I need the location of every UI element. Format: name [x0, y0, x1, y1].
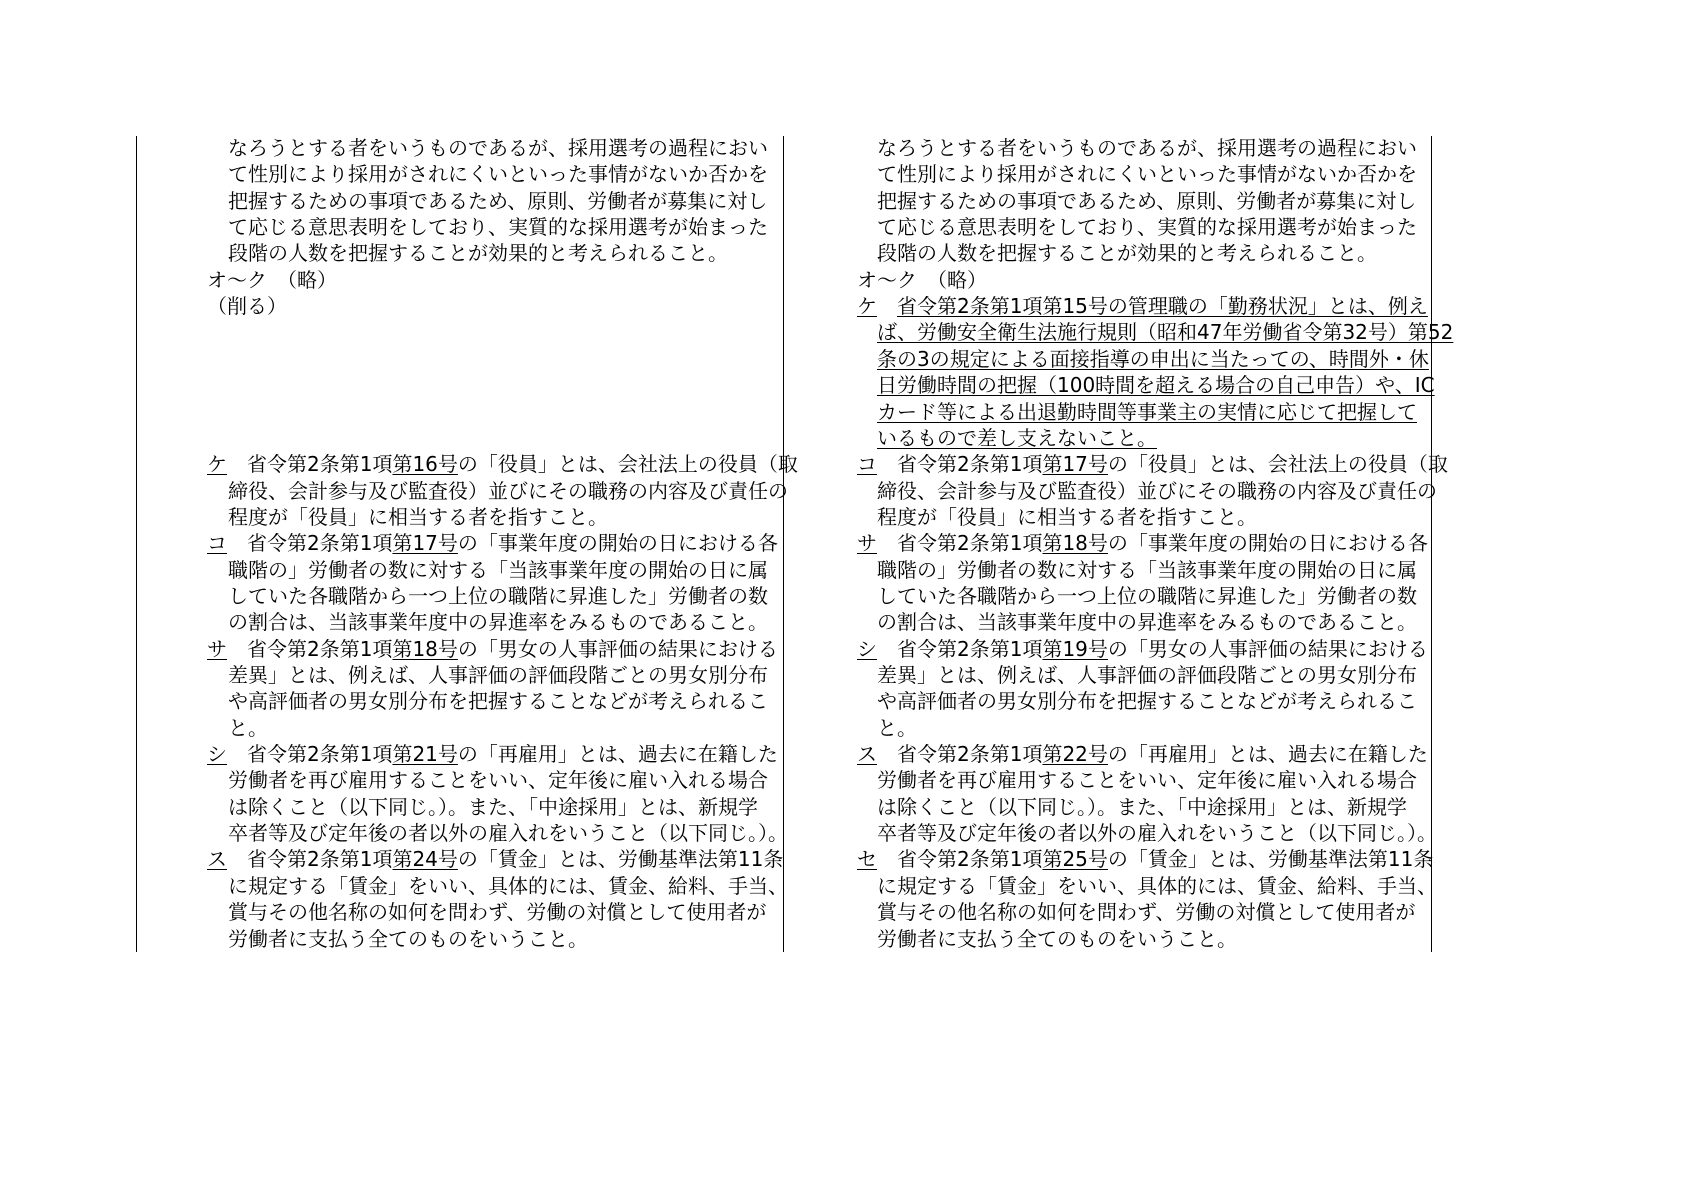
text-line — [877, 161, 1417, 187]
text-segment: 差異」とは、例えば、人事評価の評価段階ごとの男女別分布 — [877, 663, 1417, 687]
underlined-change-text: 第17号 — [392, 531, 458, 556]
text-line — [877, 240, 1377, 266]
text-segment: （削る） — [207, 294, 287, 319]
text-segment: の「役員」とは、会社法上の役員（取 — [457, 452, 798, 477]
text-segment: なろうとする者をいうものであるが、採用選考の過程におい — [877, 136, 1417, 160]
text-segment: て応じる意思表明をしており、実質的な採用選考が始まった — [228, 215, 768, 240]
text-segment: 段階の人数を把握することが効果的と考えられること。 — [228, 241, 728, 266]
item-heading-line — [857, 636, 1428, 662]
text-line — [877, 583, 1417, 609]
text-line — [877, 214, 1417, 240]
text-segment: 省令第2条第1項 — [227, 531, 393, 556]
underlined-change-text: ス — [857, 742, 877, 767]
text-segment: は除くこと（以下同じ。）。また、「中途採用」とは、新規学 — [228, 794, 758, 819]
text-segment: 省令第2条第1項 — [877, 531, 1043, 556]
text-segment: の「賃金」とは、労働基準法第11条 — [1107, 847, 1434, 872]
text-segment: の「再雇用」とは、過去に在籍した — [1107, 742, 1428, 767]
text-line — [228, 899, 766, 925]
text-segment: と。 — [877, 715, 917, 740]
text-segment: 把握するための事項であるため、原則、労働者が募集に対し — [228, 188, 768, 213]
text-segment: の「男女の人事評価の結果における — [457, 636, 778, 661]
underlined-change-text: 第19号 — [1042, 636, 1108, 661]
underlined-change-text: セ — [857, 847, 877, 872]
underlined-change-text: ケ — [857, 294, 877, 319]
item-heading-line — [207, 741, 778, 767]
text-line — [877, 820, 1437, 846]
underlined-change-text: 第25号 — [1042, 847, 1108, 872]
underlined-change-text: サ — [857, 531, 877, 556]
text-segment: て応じる意思表明をしており、実質的な採用選考が始まった — [877, 215, 1417, 240]
underlined-change-text: コ — [857, 452, 877, 477]
text-line — [877, 504, 1257, 530]
text-segment: 労働者に支払う全てのものをいうこと。 — [228, 926, 588, 951]
underlined-change-text: 日労働時間の把握（100時間を超える場合の自己申告）や、IC — [877, 373, 1435, 398]
text-line — [228, 662, 768, 688]
underlined-change-text: いるもので差し支えないこと。 — [877, 425, 1157, 450]
text-segment: や高評価者の男女別分布を把握することなどが考えられるこ — [877, 689, 1417, 714]
text-segment: 省令第2条第1項 — [877, 452, 1043, 477]
text-segment: 省令第2条第1項 — [877, 636, 1043, 661]
text-line — [228, 609, 768, 635]
item-heading-line — [207, 530, 778, 556]
text-segment: 賞与その他名称の如何を問わず、労働の対償として使用者が — [228, 900, 767, 925]
text-line — [877, 767, 1417, 793]
text-segment: 把握するための事項であるため、原則、労働者が募集に対し — [877, 188, 1417, 213]
text-line — [228, 478, 788, 504]
text-line — [877, 425, 1157, 451]
text-segment: の「事業年度の開始の日における各 — [1107, 531, 1428, 556]
underlined-change-text: シ — [857, 636, 877, 661]
item-heading-line — [857, 293, 1428, 319]
underlined-change-text: 第21号 — [392, 742, 458, 767]
text-segment: と。 — [228, 715, 268, 740]
text-line — [877, 794, 1407, 820]
text-line — [228, 583, 768, 609]
item-heading-line — [857, 741, 1428, 767]
item-heading-line — [857, 846, 1433, 872]
underlined-change-text: シ — [207, 742, 227, 767]
text-segment: 程度が「役員」に相当する者を指すこと。 — [877, 504, 1257, 529]
underlined-change-text: サ — [207, 636, 227, 661]
text-segment: 卒者等及び定年後の者以外の雇入れをいうこと（以下同じ。）。 — [877, 821, 1437, 846]
underlined-change-text: 第17号 — [1042, 452, 1108, 477]
text-line — [228, 873, 788, 899]
text-segment: なろうとする者をいうものであるが、採用選考の過程におい — [228, 136, 768, 160]
text-line — [228, 161, 768, 187]
text-line — [877, 688, 1417, 714]
text-segment: の「再雇用」とは、過去に在籍した — [457, 742, 778, 767]
text-segment: の「役員」とは、会社法上の役員（取 — [1107, 452, 1448, 477]
text-line — [877, 346, 1429, 372]
text-segment: オ～ク （略） — [207, 267, 337, 292]
text-segment: 締役、会計参与及び監査役）並びにその職務の内容及び責任の — [877, 478, 1437, 503]
text-segment: は除くこと（以下同じ。）。また、「中途採用」とは、新規学 — [877, 794, 1407, 819]
text-line — [877, 662, 1417, 688]
text-segment: に規定する「賃金」をいい、具体的には、賃金、給料、手当、 — [228, 873, 788, 898]
text-line — [228, 794, 758, 820]
item-heading-line — [207, 451, 798, 477]
text-segment: 賞与その他名称の如何を問わず、労働の対償として使用者が — [877, 900, 1416, 925]
text-segment: 労働者を再び雇用することをいい、定年後に雇い入れる場合 — [877, 768, 1417, 793]
text-segment: オ～ク （略） — [857, 267, 987, 292]
text-segment: の「賃金」とは、労働基準法第11条 — [457, 847, 784, 872]
column-border-left — [136, 136, 137, 952]
text-line — [228, 767, 768, 793]
text-line — [877, 188, 1416, 214]
text-line — [228, 135, 768, 161]
underlined-change-text: 第16号 — [392, 452, 458, 477]
text-segment — [877, 294, 897, 318]
text-line — [228, 820, 788, 846]
item-heading-line — [857, 267, 987, 293]
text-line — [877, 899, 1415, 925]
text-line — [228, 557, 768, 583]
text-segment: 省令第2条第1項 — [877, 847, 1043, 872]
item-heading-line — [857, 451, 1448, 477]
text-segment: 省令第2条第1項 — [227, 452, 393, 477]
underlined-change-text: コ — [207, 531, 227, 556]
underlined-change-text: 第22号 — [1042, 742, 1108, 767]
underlined-change-text: ス — [207, 847, 227, 872]
underlined-change-text: 省令第2条第1項第15号の管理職の「勤務状況」とは、例え — [897, 294, 1428, 319]
text-segment: て性別により採用がされにくいといった事情がないか否かを — [228, 162, 768, 187]
underlined-change-text: 第18号 — [1042, 531, 1108, 556]
text-segment: 卒者等及び定年後の者以外の雇入れをいうこと（以下同じ。）。 — [228, 821, 788, 846]
text-segment: に規定する「賃金」をいい、具体的には、賃金、給料、手当、 — [877, 873, 1437, 898]
underlined-change-text: 第24号 — [392, 847, 458, 872]
text-segment: の「事業年度の開始の日における各 — [457, 531, 778, 556]
text-segment: 労働者を再び雇用することをいい、定年後に雇い入れる場合 — [228, 768, 768, 793]
underlined-change-text: ケ — [207, 452, 227, 477]
item-heading-line — [207, 636, 778, 662]
text-line — [228, 926, 588, 952]
text-line — [877, 873, 1437, 899]
text-line — [228, 504, 608, 530]
text-line — [877, 319, 1453, 345]
text-line — [877, 557, 1417, 583]
text-segment: 程度が「役員」に相当する者を指すこと。 — [228, 504, 608, 529]
text-segment: 省令第2条第1項 — [227, 742, 393, 767]
text-line — [877, 399, 1417, 425]
text-segment: 差異」とは、例えば、人事評価の評価段階ごとの男女別分布 — [228, 663, 768, 687]
text-segment: 段階の人数を把握することが効果的と考えられること。 — [877, 241, 1377, 266]
item-heading-line — [207, 846, 783, 872]
text-segment: の「男女の人事評価の結果における — [1107, 636, 1428, 661]
text-segment: の割合は、当該事業年度中の昇進率をみるものであること。 — [877, 610, 1417, 635]
text-segment: 労働者に支払う全てのものをいうこと。 — [877, 926, 1237, 951]
text-segment: や高評価者の男女別分布を把握することなどが考えられるこ — [228, 689, 768, 714]
text-segment: 省令第2条第1項 — [227, 636, 393, 661]
text-line — [877, 715, 917, 741]
text-segment: していた各職階から一つ上位の職階に昇進した」労働者の数 — [228, 583, 768, 608]
text-segment: 省令第2条第1項 — [227, 847, 393, 872]
text-line — [228, 214, 768, 240]
text-line — [228, 188, 767, 214]
underlined-change-text: 第18号 — [392, 636, 458, 661]
text-segment: の割合は、当該事業年度中の昇進率をみるものであること。 — [228, 610, 768, 635]
underlined-change-text: カード等による出退勤時間等事業主の実情に応じて把握して — [877, 399, 1417, 424]
text-line — [228, 240, 728, 266]
item-heading-line — [207, 267, 337, 293]
text-segment: していた各職階から一つ上位の職階に昇進した」労働者の数 — [877, 583, 1417, 608]
text-line — [877, 478, 1437, 504]
item-heading-line — [857, 530, 1428, 556]
text-line — [877, 372, 1435, 398]
item-heading-line — [207, 293, 287, 319]
underlined-change-text: ば、労働安全衛生法施行規則（昭和47年労働省令第32号）第52 — [877, 320, 1454, 345]
text-segment: 職階の」労働者の数に対する「当該事業年度の開始の日に属 — [228, 557, 768, 582]
text-segment: 締役、会計参与及び監査役）並びにその職務の内容及び責任の — [228, 478, 788, 503]
text-segment: 省令第2条第1項 — [877, 742, 1043, 767]
text-line — [877, 135, 1417, 161]
text-segment: て性別により採用がされにくいといった事情がないか否かを — [877, 162, 1417, 187]
text-line — [877, 609, 1417, 635]
underlined-change-text: 条の3の規定による面接指導の申出に当たっての、時間外・休 — [877, 346, 1429, 371]
text-line — [228, 688, 768, 714]
text-line — [877, 926, 1237, 952]
text-segment: 職階の」労働者の数に対する「当該事業年度の開始の日に属 — [877, 557, 1417, 582]
text-line — [228, 715, 268, 741]
